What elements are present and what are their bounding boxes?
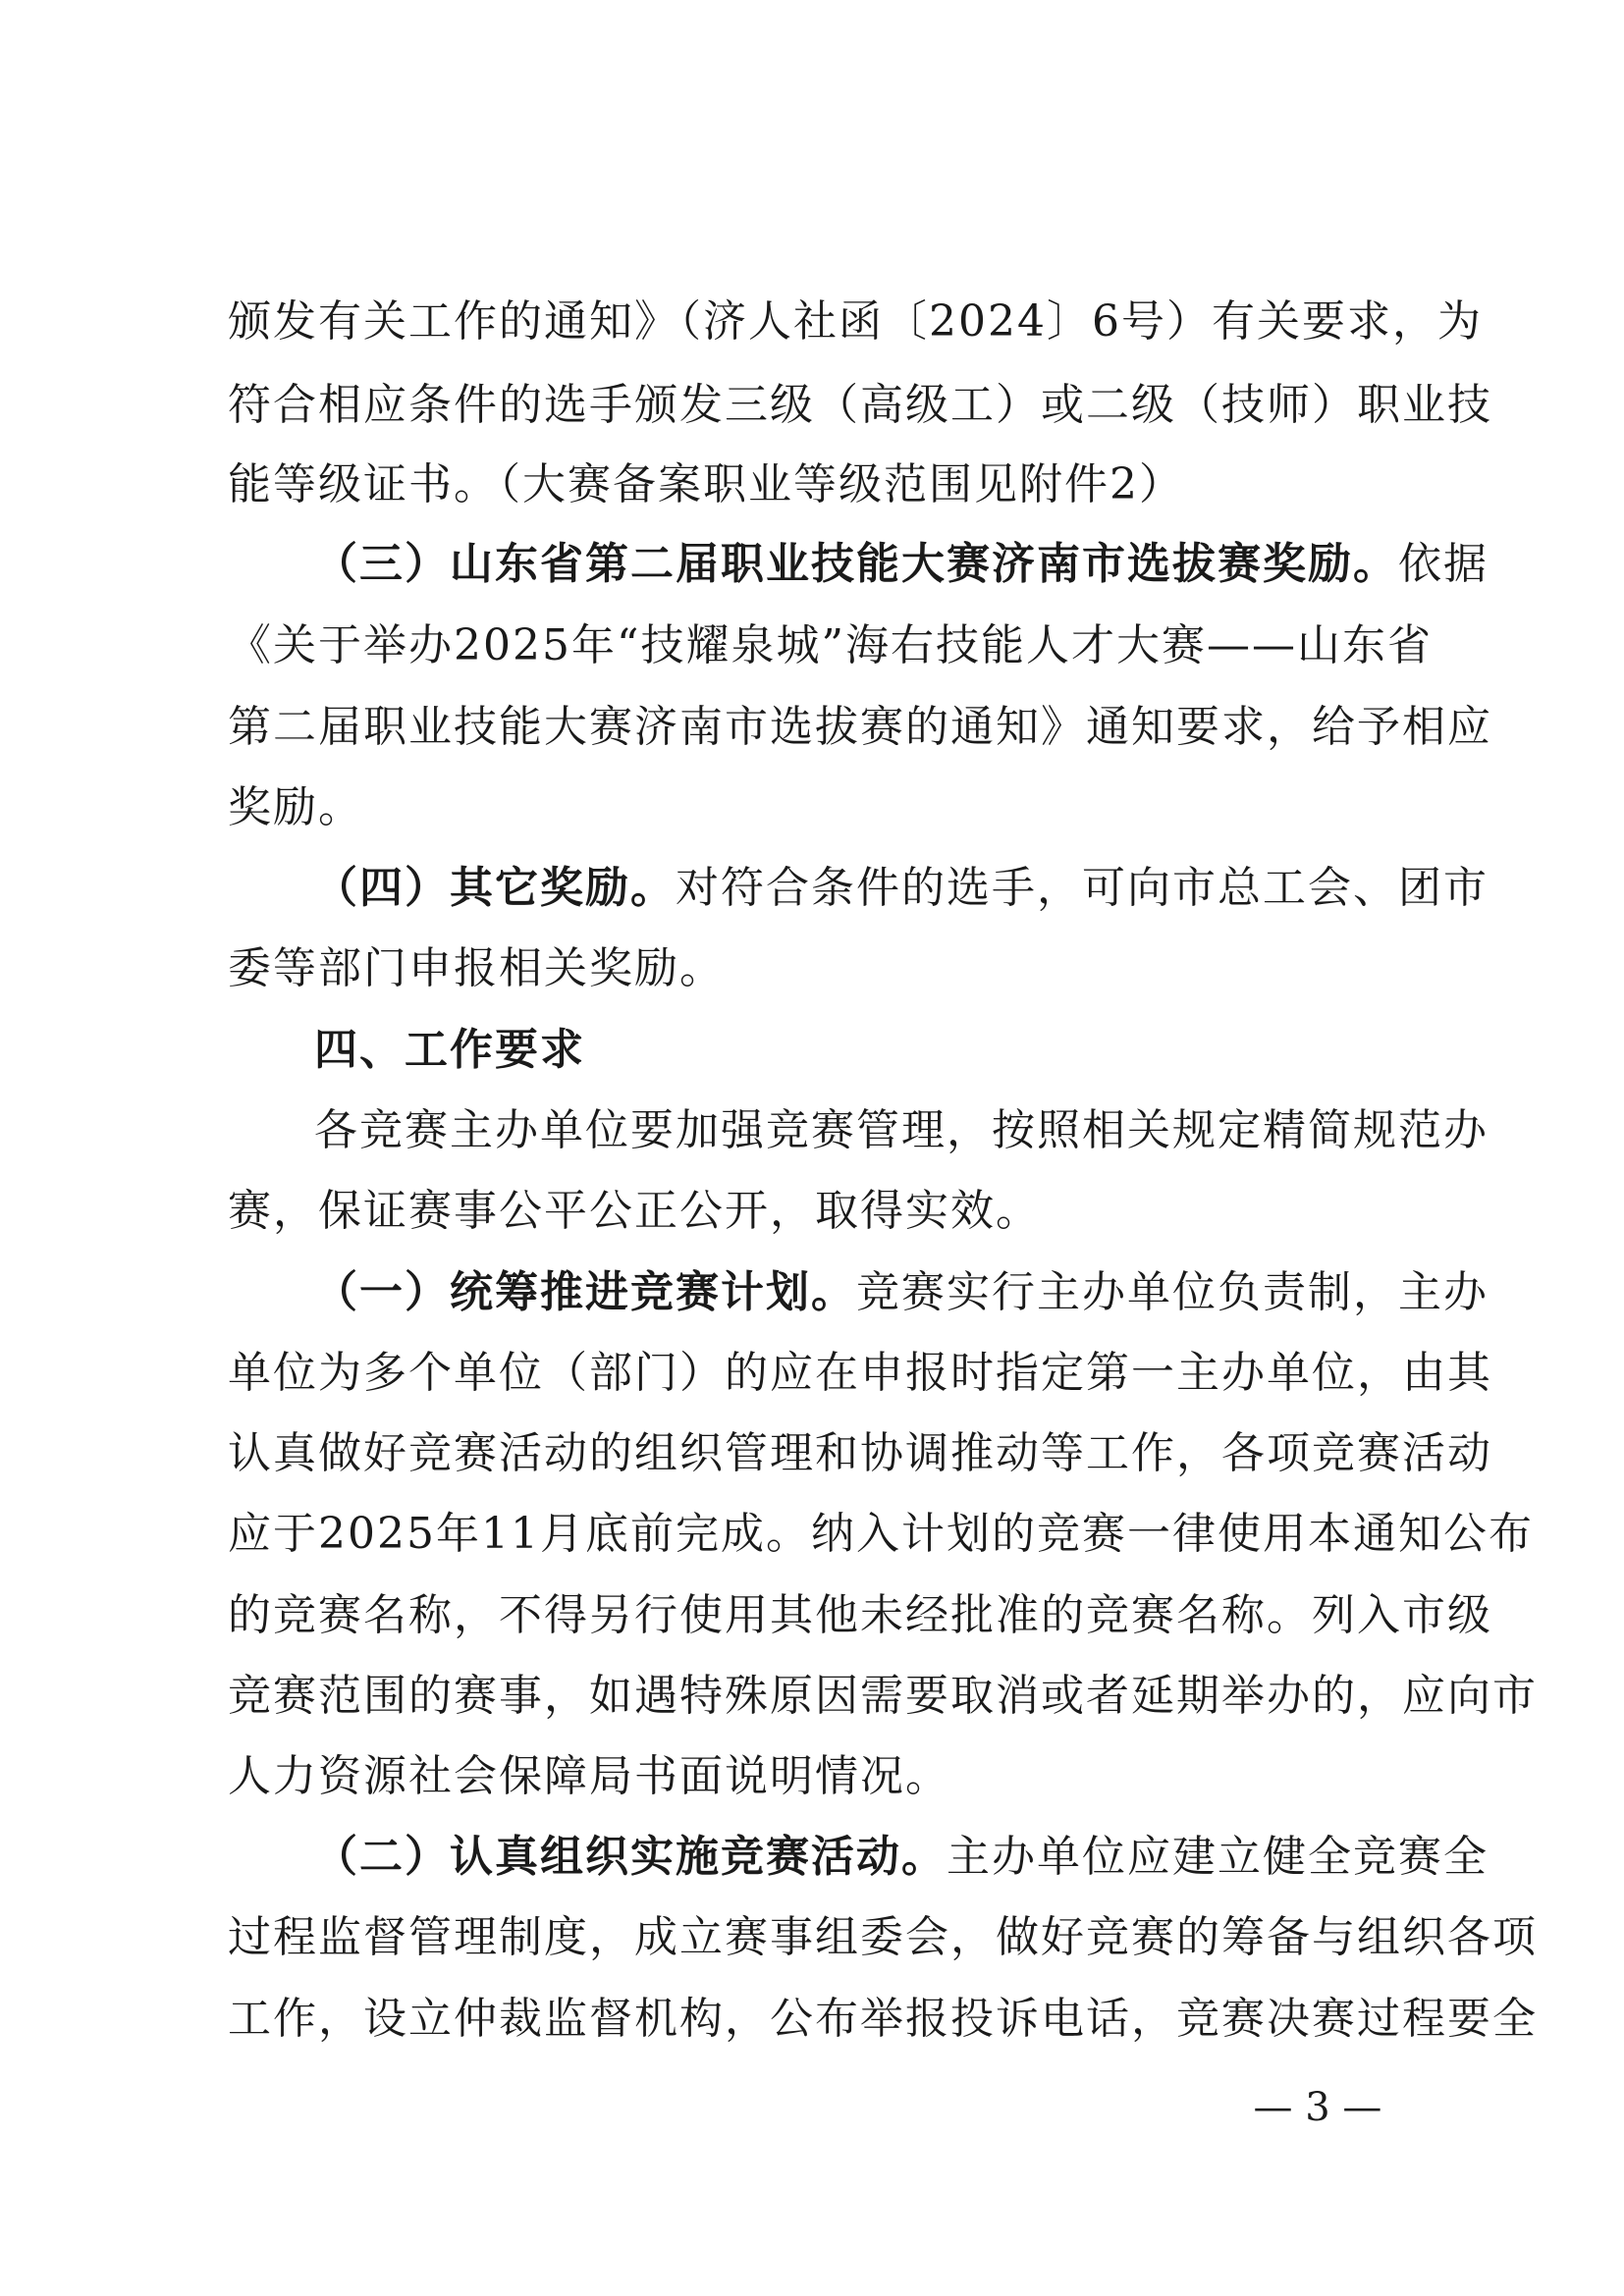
paragraph-lead: （三）山东省第二届职业技能大赛济南市选拔赛奖励。: [314, 539, 1398, 589]
paragraph-text: 依据: [1398, 539, 1489, 589]
body-text-line: 奖励。: [228, 782, 363, 832]
paragraph-text: 对符合条件的选手，可向市总工会、团市: [676, 863, 1489, 913]
body-text-line: 工作，设立仲裁监督机构，公布举报投诉电话，竞赛决赛过程要全: [228, 1994, 1538, 2044]
body-text-line: 第二届职业技能大赛济南市选拔赛的通知》通知要求，给予相应: [228, 702, 1492, 752]
body-text-line: 符合相应条件的选手颁发三级（高级工）或二级（技师）职业技: [228, 380, 1492, 430]
section-heading: 四、工作要求: [314, 1025, 585, 1075]
page-number: — 3 —: [1253, 2085, 1382, 2130]
body-text-line: 单位为多个单位（部门）的应在申报时指定第一主办单位，由其: [228, 1348, 1492, 1398]
body-text-line: 赛，保证赛事公平公正公开，取得实效。: [228, 1186, 1041, 1236]
body-text-line: 人力资源社会保障局书面说明情况。: [228, 1751, 950, 1801]
paragraph-lead: （四）其它奖励。: [314, 863, 676, 913]
paragraph-first-line: [314, 859, 1489, 918]
paragraph-first-line: [314, 535, 1489, 594]
body-text-line: 委等部门申报相关奖励。: [228, 943, 725, 993]
paragraph-text: 主办单位应建立健全竞赛全: [947, 1832, 1489, 1882]
paragraph-text: 竞赛实行主办单位负责制，主办: [856, 1267, 1489, 1317]
paragraph-first-line: [314, 1263, 1489, 1322]
body-text-line: 《关于举办2025年“技耀泉城”海右技能人才大赛——山东省: [228, 620, 1433, 670]
body-text-line: 竞赛范围的赛事，如遇特殊原因需要取消或者延期举办的，应向市: [228, 1671, 1538, 1721]
body-text-line: 各竞赛主办单位要加强竞赛管理，按照相关规定精简规范办: [314, 1105, 1489, 1155]
body-text-line: 能等级证书。（大赛备案职业等级范围见附件2）: [228, 459, 1184, 509]
body-text-line: 的竞赛名称，不得另行使用其他未经批准的竞赛名称。列入市级: [228, 1590, 1492, 1640]
paragraph-lead: （一）统筹推进竞赛计划。: [314, 1267, 856, 1317]
body-text-line: 过程监督管理制度，成立赛事组委会，做好竞赛的筹备与组织各项: [228, 1912, 1538, 1962]
body-text-line: 颁发有关工作的通知》（济人社函〔2024〕6号）有关要求，为: [228, 296, 1483, 347]
body-text-line: 认真做好竞赛活动的组织管理和协调推动等工作，各项竞赛活动: [228, 1428, 1492, 1478]
body-text-line: 应于2025年11月底前完成。纳入计划的竞赛一律使用本通知公布: [228, 1509, 1534, 1559]
paragraph-lead: （二）认真组织实施竞赛活动。: [314, 1832, 947, 1882]
paragraph-first-line: [314, 1828, 1489, 1887]
